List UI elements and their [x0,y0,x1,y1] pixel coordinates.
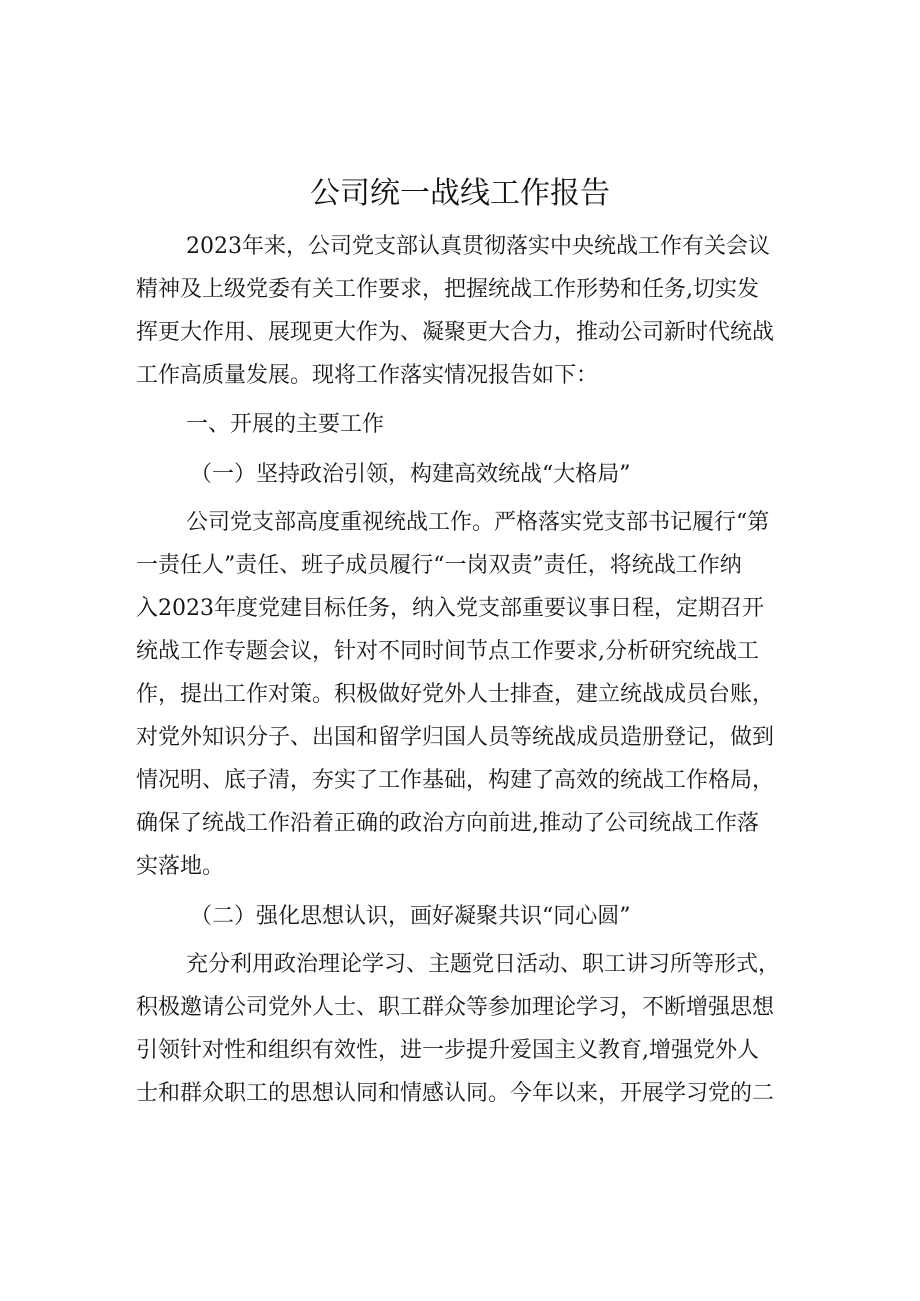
section-heading: 一、开展的主要工作 [186,412,385,437]
subsection-heading: （一）坚持政治引领，构建高效统战“大格局” [190,462,631,487]
paragraph-line: 情况明、底子清，夯实了工作基础，构建了高效的统战工作格局， [136,768,775,793]
paragraph-line: 充分利用政治理论学习、主题党日活动、职工讲习所等形式， [186,952,781,977]
paragraph-line: 积极邀请公司党外人士、职工群众等参加理论学习，不断增强思想 [136,995,775,1020]
paragraph-line: 工作高质量发展。现将工作落实情况报告如下： [136,363,599,388]
paragraph-line: 挥更大作用、展现更大作为、凝聚更大合力，推动公司新时代统战 [136,320,775,345]
paragraph-line: 士和群众职工的思想认同和情感认同。今年以来，开展学习党的二 [136,1081,775,1106]
subsection-heading: （二）强化思想认识，画好凝聚共识“同心圆” [190,904,631,929]
paragraph-line: 统战工作专题会议，针对不同时间节点工作要求,分析研究统战工 [136,639,759,664]
paragraph-line: 对党外知识分子、出国和留学归国人员等统战成员造册登记，做到 [136,725,775,750]
paragraph-line: 公司党支部高度重视统战工作。严格落实党支部书记履行“第 [186,510,770,535]
paragraph-line: 实落地。 [136,854,225,879]
paragraph-line: 精神及上级党委有关工作要求，把握统战工作形势和任务,切实发 [136,277,759,302]
paragraph-line: 2023年来，公司党支部认真贯彻落实中央统战工作有关会议 [186,234,770,259]
paragraph-line: 确保了统战工作沿着正确的政治方向前进,推动了公司统战工作落 [136,811,759,836]
paragraph-line: 作，提出工作对策。积极做好党外人士排查，建立统战成员台账， [136,682,775,707]
paragraph-line: 引领针对性和组织有效性，进一步提升爱国主义教育,增强党外人 [136,1038,759,1063]
paragraph-line: 入2023年度党建目标任务，纳入党支部重要议事日程，定期召开 [136,596,764,621]
paragraph-line: 一责任人”责任、班子成员履行“一岗双责”责任，将统战工作纳 [136,553,742,578]
document-title: 公司统一战线工作报告 [310,176,610,211]
